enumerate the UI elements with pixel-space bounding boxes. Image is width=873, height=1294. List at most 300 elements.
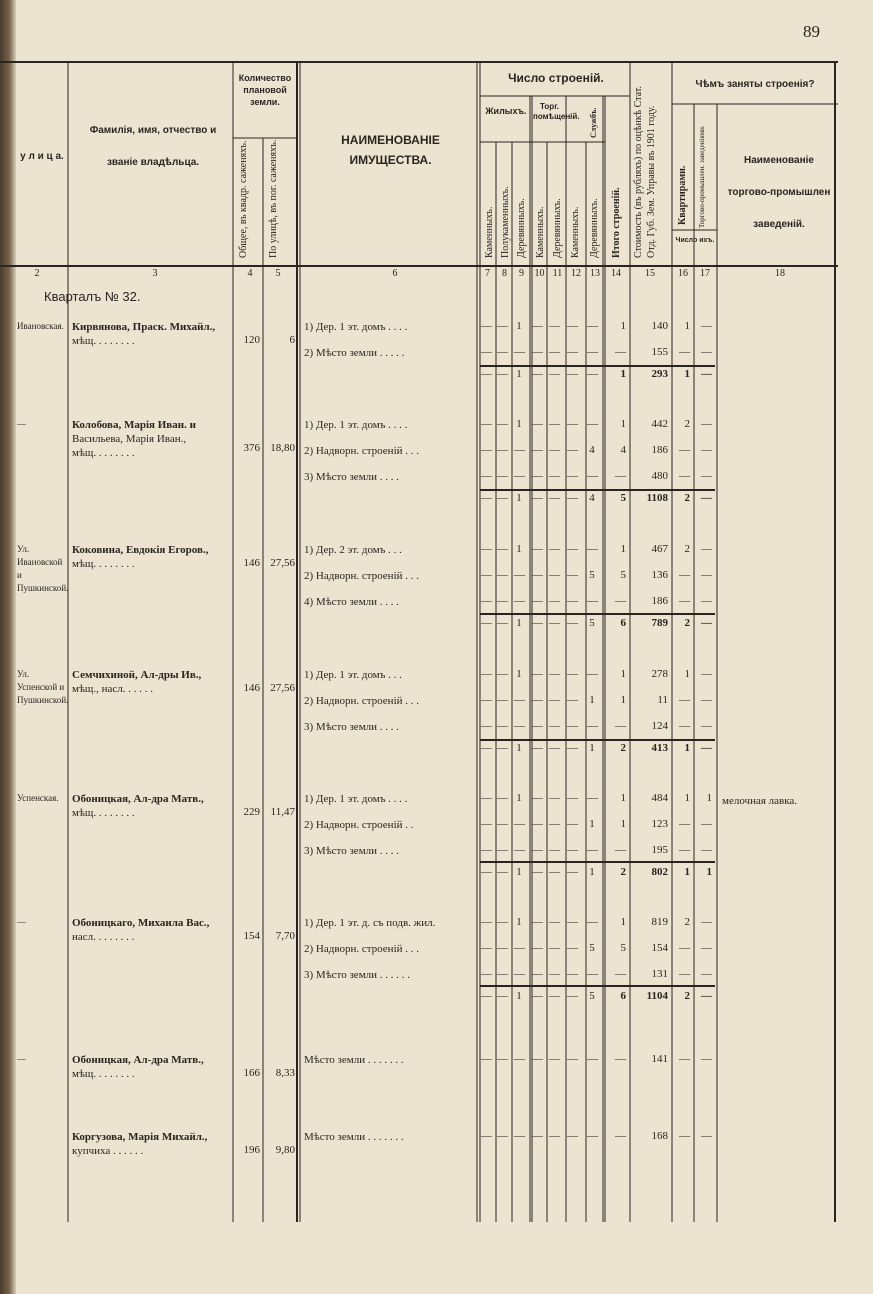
- header-stone: Каменныхъ.: [484, 206, 495, 258]
- building-count: —: [497, 418, 508, 430]
- building-count: —: [549, 916, 560, 928]
- building-count: —: [481, 916, 492, 928]
- building-count: 1: [516, 543, 522, 555]
- building-count: —: [549, 1130, 560, 1142]
- building-count: 1: [516, 320, 522, 332]
- building-count: —: [587, 543, 598, 555]
- sum-building-count: —: [497, 492, 508, 504]
- value-rubles: 186: [651, 444, 668, 456]
- building-count: —: [497, 346, 508, 358]
- building-count: —: [481, 346, 492, 358]
- sum-building-count: —: [549, 492, 560, 504]
- building-count: —: [497, 543, 508, 555]
- header-buildings: Число строеній.: [508, 71, 604, 85]
- building-count: —: [481, 792, 492, 804]
- building-count: —: [567, 818, 578, 830]
- column-number: 11: [552, 268, 563, 279]
- column-number: 5: [275, 268, 281, 279]
- column-number: 17: [700, 268, 710, 279]
- building-count: —: [497, 1053, 508, 1065]
- property-item: Мѣсто земли . . . . . . .: [304, 1054, 404, 1066]
- trade-count: —: [701, 968, 712, 980]
- building-count: —: [532, 720, 543, 732]
- sum-building-count: —: [481, 990, 492, 1002]
- total-buildings: —: [615, 1130, 626, 1142]
- sum-building-count: —: [549, 866, 560, 878]
- sum-building-count: —: [532, 742, 543, 754]
- trade-count: —: [701, 1053, 712, 1065]
- street-name: Ул. Успенской и Пушкинской.: [17, 669, 69, 705]
- sum-building-count: —: [567, 742, 578, 754]
- building-count: —: [532, 569, 543, 581]
- building-count: —: [497, 720, 508, 732]
- sum-building-count: 1: [589, 866, 595, 878]
- building-count: —: [567, 470, 578, 482]
- building-count: —: [587, 418, 598, 430]
- owner-title: мѣщ. . . . . . . .: [72, 335, 135, 347]
- building-count: —: [587, 720, 598, 732]
- owner-name: Кирвянова, Праск. Михайл.,: [72, 321, 216, 333]
- property-item: 4) Мѣсто земли . . . .: [304, 596, 400, 608]
- header-wooden2: Деревянныхъ.: [552, 198, 563, 258]
- building-count: —: [587, 668, 598, 680]
- property-item: 2) Надворн. строеній . .: [304, 819, 414, 831]
- building-count: —: [567, 346, 578, 358]
- building-count: —: [549, 470, 560, 482]
- street-name: Ул. Ивановской и Пушкинской.: [17, 544, 69, 593]
- apartments-count: —: [679, 818, 690, 830]
- apartments-count: 2: [684, 543, 690, 555]
- building-count: —: [567, 543, 578, 555]
- land-total: 154: [243, 930, 260, 942]
- property-item: 3) Мѣсто земли . . . .: [304, 471, 400, 483]
- land-street-length: 18,80: [270, 442, 295, 454]
- header-trade-est: Торгово-промышлен. заведеніями.: [698, 125, 706, 228]
- apartments-count: —: [679, 844, 690, 856]
- header-total-buildings: Итого строеній.: [611, 187, 622, 258]
- sum-building-count: —: [567, 990, 578, 1002]
- owner-name: Обоницкая, Ал-дра Матв.,: [72, 793, 204, 805]
- owner-title: мѣщ. . . . . . . .: [72, 1068, 135, 1080]
- building-count: —: [497, 668, 508, 680]
- building-count: —: [532, 346, 543, 358]
- building-count: —: [549, 320, 560, 332]
- trade-name: мелочная лавка.: [722, 795, 798, 807]
- sum-building-count: —: [497, 866, 508, 878]
- sum-building-count: —: [532, 368, 543, 380]
- sum-building-count: 1: [516, 866, 522, 878]
- building-count: —: [497, 595, 508, 607]
- column-number: 4: [247, 268, 253, 279]
- building-count: —: [532, 1053, 543, 1065]
- land-street-length: 8,33: [275, 1067, 295, 1079]
- building-count: —: [497, 1130, 508, 1142]
- owner-title: мѣщ. . . . . . . .: [72, 447, 135, 459]
- property-item: 2) Надворн. строеній . . .: [304, 570, 420, 582]
- column-number: 7: [485, 268, 490, 279]
- sum-building-count: —: [532, 990, 543, 1002]
- sum-value: 789: [651, 617, 668, 629]
- building-count: —: [587, 916, 598, 928]
- value-rubles: 123: [651, 818, 668, 830]
- owner-name: Семчихиной, Ал-дры Ив.,: [72, 669, 202, 681]
- trade-count: —: [701, 720, 712, 732]
- column-number: 13: [590, 268, 600, 279]
- property-item: 3) Мѣсто земли . . . .: [304, 721, 400, 733]
- total-buildings: 1: [620, 792, 626, 804]
- value-rubles: 136: [651, 569, 668, 581]
- total-buildings: 1: [620, 916, 626, 928]
- sum-total-buildings: 2: [620, 866, 626, 878]
- apartments-count: —: [679, 1130, 690, 1142]
- owner-name: Колобова, Марія Иван. и: [72, 419, 196, 431]
- building-count: —: [497, 444, 508, 456]
- header-service: Службъ.: [589, 107, 598, 138]
- sum-building-count: 1: [516, 990, 522, 1002]
- trade-count: —: [701, 346, 712, 358]
- building-count: —: [481, 444, 492, 456]
- value-rubles: 195: [651, 844, 668, 856]
- sum-building-count: 1: [516, 368, 522, 380]
- owner-name: Коргузова, Марія Михайл.,: [72, 1131, 208, 1143]
- building-count: —: [532, 818, 543, 830]
- column-number: 15: [645, 268, 655, 279]
- building-count: —: [549, 720, 560, 732]
- building-count: —: [481, 543, 492, 555]
- header-owner: Фамилія, имя, отчество и званіе владѣльца.: [89, 125, 217, 168]
- building-count: —: [532, 792, 543, 804]
- building-count: —: [532, 1130, 543, 1142]
- building-count: —: [497, 569, 508, 581]
- building-count: —: [532, 418, 543, 430]
- sum-building-count: 5: [589, 990, 595, 1002]
- building-count: —: [587, 968, 598, 980]
- building-count: —: [549, 595, 560, 607]
- apartments-count: —: [679, 346, 690, 358]
- header-count: Число ихъ.: [675, 237, 715, 244]
- apartments-count: 2: [684, 418, 690, 430]
- land-total: 120: [243, 334, 260, 346]
- column-number: 6: [392, 268, 398, 279]
- value-rubles: 154: [651, 942, 668, 954]
- column-number: 8: [502, 268, 507, 279]
- building-count: —: [514, 569, 525, 581]
- trade-count: —: [701, 418, 712, 430]
- total-buildings: —: [615, 595, 626, 607]
- total-buildings: 1: [620, 543, 626, 555]
- building-count: —: [567, 320, 578, 332]
- total-buildings: —: [615, 968, 626, 980]
- quarter-title: Кварталъ № 32.: [44, 289, 141, 304]
- building-count: —: [567, 720, 578, 732]
- building-count: —: [567, 844, 578, 856]
- header-apartments: Квартирами.: [677, 165, 688, 225]
- value-rubles: 11: [657, 694, 668, 706]
- building-count: —: [587, 346, 598, 358]
- header-halfstone: Полукаменныхъ.: [500, 186, 511, 258]
- sum-building-count: —: [497, 368, 508, 380]
- building-count: —: [567, 595, 578, 607]
- sum-trade: —: [701, 617, 712, 629]
- building-count: —: [567, 1130, 578, 1142]
- sum-building-count: —: [481, 866, 492, 878]
- building-count: —: [514, 1053, 525, 1065]
- building-count: —: [532, 595, 543, 607]
- header-property: НАИМЕНОВАНІЕ ИМУЩЕСТВА.: [341, 133, 440, 167]
- sum-building-count: 1: [589, 742, 595, 754]
- land-total: 376: [243, 442, 260, 454]
- value-rubles: 278: [651, 668, 668, 680]
- sum-building-count: —: [497, 990, 508, 1002]
- building-count: —: [567, 444, 578, 456]
- total-buildings: 1: [620, 694, 626, 706]
- building-count: —: [567, 418, 578, 430]
- header-wooden: Деревянныхъ.: [516, 198, 527, 258]
- header-residential: Жилыхъ.: [485, 106, 527, 116]
- street-name: —: [17, 419, 26, 429]
- column-number: 10: [534, 268, 545, 279]
- sum-total-buildings: 5: [620, 492, 626, 504]
- sum-trade: —: [701, 742, 712, 754]
- sum-total-buildings: 2: [620, 742, 626, 754]
- trade-count: —: [701, 942, 712, 954]
- sum-building-count: —: [549, 617, 560, 629]
- building-count: —: [481, 320, 492, 332]
- building-count: —: [567, 916, 578, 928]
- sum-apartments: 1: [684, 368, 690, 380]
- building-count: —: [587, 1130, 598, 1142]
- column-number: 9: [519, 268, 524, 279]
- building-count: —: [532, 694, 543, 706]
- building-count: —: [481, 1130, 492, 1142]
- trade-count: —: [701, 916, 712, 928]
- value-rubles: 131: [651, 968, 668, 980]
- sum-apartments: 1: [684, 866, 690, 878]
- owner-title: купчиха . . . . . .: [72, 1145, 144, 1157]
- apartments-count: —: [679, 694, 690, 706]
- total-buildings: —: [615, 470, 626, 482]
- trade-count: —: [701, 694, 712, 706]
- street-name: Ивановская.: [17, 321, 64, 331]
- sum-total-buildings: 6: [620, 617, 626, 629]
- value-rubles: 442: [651, 418, 668, 430]
- building-count: —: [567, 968, 578, 980]
- building-count: —: [481, 844, 492, 856]
- sum-building-count: 5: [589, 617, 595, 629]
- building-count: 1: [516, 668, 522, 680]
- land-total: 166: [243, 1067, 260, 1079]
- apartments-count: 1: [684, 668, 690, 680]
- sum-value: 413: [651, 742, 668, 754]
- total-buildings: —: [615, 844, 626, 856]
- apartments-count: —: [679, 470, 690, 482]
- building-count: —: [549, 444, 560, 456]
- header-value: Стоимость (въ рубляхъ) по оцѣнкѣ Стат. Отд. Губ. Зем. Управы въ 1901 году.: [633, 86, 657, 258]
- building-count: —: [587, 595, 598, 607]
- building-count: —: [549, 418, 560, 430]
- building-count: 1: [516, 916, 522, 928]
- building-count: —: [587, 320, 598, 332]
- apartments-count: —: [679, 444, 690, 456]
- land-street-length: 27,56: [270, 557, 295, 569]
- building-count: —: [497, 818, 508, 830]
- sum-building-count: —: [567, 617, 578, 629]
- owner-name: Коковина, Евдокія Егоров.,: [72, 544, 209, 556]
- building-count: —: [514, 844, 525, 856]
- building-count: —: [481, 668, 492, 680]
- building-count: —: [497, 792, 508, 804]
- sum-trade: —: [701, 492, 712, 504]
- sum-apartments: 2: [684, 492, 690, 504]
- building-count: —: [514, 470, 525, 482]
- street-name: —: [17, 917, 26, 927]
- column-number: 16: [678, 268, 688, 279]
- sum-building-count: —: [497, 742, 508, 754]
- sum-building-count: 4: [589, 492, 595, 504]
- sum-total-buildings: 1: [620, 368, 626, 380]
- building-count: —: [567, 942, 578, 954]
- sum-building-count: —: [481, 492, 492, 504]
- sum-building-count: —: [549, 742, 560, 754]
- header-land-total: Общее, въ квадр. саженяхъ.: [238, 140, 249, 258]
- sum-building-count: —: [567, 492, 578, 504]
- building-count: —: [497, 968, 508, 980]
- building-count: —: [514, 1130, 525, 1142]
- apartments-count: 1: [684, 792, 690, 804]
- sum-building-count: —: [549, 368, 560, 380]
- building-count: —: [532, 444, 543, 456]
- value-rubles: 141: [651, 1053, 668, 1065]
- building-count: —: [549, 844, 560, 856]
- sum-building-count: —: [549, 990, 560, 1002]
- sum-trade: —: [701, 990, 712, 1002]
- building-count: —: [567, 668, 578, 680]
- total-buildings: 1: [620, 818, 626, 830]
- owner-title: насл. . . . . . . .: [72, 931, 135, 943]
- building-count: —: [549, 942, 560, 954]
- property-item: 3) Мѣсто земли . . . . . .: [304, 969, 411, 981]
- land-total: 146: [243, 682, 260, 694]
- sum-building-count: 1: [516, 617, 522, 629]
- trade-count: —: [701, 818, 712, 830]
- trade-count: —: [701, 444, 712, 456]
- owner-title: Васильева, Марія Иван.,: [72, 433, 187, 445]
- building-count: —: [514, 444, 525, 456]
- building-count: —: [587, 470, 598, 482]
- header-occupied: Чѣмъ заняты строенія?: [695, 79, 815, 90]
- column-number: 14: [611, 268, 621, 279]
- property-item: 2) Надворн. строеній . . .: [304, 943, 420, 955]
- apartments-count: —: [679, 1053, 690, 1065]
- header-land-street: По улицѣ, въ пог. саженяхъ.: [268, 139, 279, 258]
- building-count: —: [549, 569, 560, 581]
- building-count: —: [481, 968, 492, 980]
- building-count: —: [514, 595, 525, 607]
- sum-apartments: 2: [684, 617, 690, 629]
- owner-title: мѣщ., насл. . . . . .: [72, 683, 154, 695]
- sum-building-count: —: [532, 492, 543, 504]
- land-total: 229: [243, 806, 260, 818]
- property-item: 1) Дер. 2 эт. домъ . . .: [304, 544, 402, 556]
- land-street-length: 27,56: [270, 682, 295, 694]
- total-buildings: —: [615, 346, 626, 358]
- column-number: 3: [152, 268, 158, 279]
- property-item: 2) Мѣсто земли . . . . .: [304, 347, 405, 359]
- building-count: —: [532, 968, 543, 980]
- sum-trade: —: [701, 368, 712, 380]
- building-count: —: [514, 720, 525, 732]
- page-number: 89: [803, 22, 820, 41]
- building-count: —: [497, 844, 508, 856]
- building-count: —: [532, 668, 543, 680]
- total-buildings: 4: [620, 444, 626, 456]
- street-name: Успенская.: [17, 793, 59, 803]
- total-buildings: 1: [620, 668, 626, 680]
- sum-value: 1108: [646, 492, 668, 504]
- sum-value: 802: [651, 866, 668, 878]
- sum-building-count: —: [532, 866, 543, 878]
- building-count: —: [481, 720, 492, 732]
- building-count: —: [497, 694, 508, 706]
- property-item: 1) Дер. 1 эт. домъ . . .: [304, 669, 402, 681]
- building-count: 1: [589, 818, 595, 830]
- trade-count: —: [701, 543, 712, 555]
- land-street-length: 6: [289, 334, 295, 346]
- header-stone2: Каменныхъ.: [535, 206, 546, 258]
- apartments-count: —: [679, 595, 690, 607]
- trade-count: —: [701, 668, 712, 680]
- sum-building-count: 1: [516, 742, 522, 754]
- apartments-count: —: [679, 720, 690, 732]
- building-count: —: [549, 792, 560, 804]
- value-rubles: 168: [651, 1130, 668, 1142]
- sum-building-count: —: [497, 617, 508, 629]
- building-count: —: [532, 470, 543, 482]
- header-wooden3: Деревянныхъ.: [589, 198, 600, 258]
- building-count: —: [481, 569, 492, 581]
- value-rubles: 819: [651, 916, 668, 928]
- total-buildings: 1: [620, 320, 626, 332]
- trade-count: —: [701, 844, 712, 856]
- building-count: —: [497, 916, 508, 928]
- total-buildings: —: [615, 1053, 626, 1065]
- building-count: 5: [589, 942, 595, 954]
- sum-building-count: —: [481, 368, 492, 380]
- apartments-count: —: [679, 942, 690, 954]
- building-count: —: [497, 320, 508, 332]
- value-rubles: 186: [651, 595, 668, 607]
- sum-trade: 1: [706, 866, 712, 878]
- sum-value: 293: [651, 368, 668, 380]
- building-count: —: [514, 968, 525, 980]
- building-count: —: [587, 1053, 598, 1065]
- sum-building-count: —: [567, 866, 578, 878]
- value-rubles: 480: [651, 470, 668, 482]
- property-item: 1) Дер. 1 эт. д. съ подв. жил.: [304, 917, 436, 929]
- building-count: 4: [589, 444, 595, 456]
- value-rubles: 467: [651, 543, 668, 555]
- sum-building-count: —: [481, 617, 492, 629]
- owner-title: мѣщ. . . . . . . .: [72, 807, 135, 819]
- header-trade: Торг. помѣщеній.: [533, 102, 580, 121]
- building-count: —: [481, 942, 492, 954]
- building-count: —: [481, 418, 492, 430]
- column-number: 12: [571, 268, 581, 279]
- building-count: —: [567, 569, 578, 581]
- owner-name: Обоницкаго, Михаила Вас.,: [72, 917, 210, 929]
- building-count: —: [549, 818, 560, 830]
- building-count: —: [532, 844, 543, 856]
